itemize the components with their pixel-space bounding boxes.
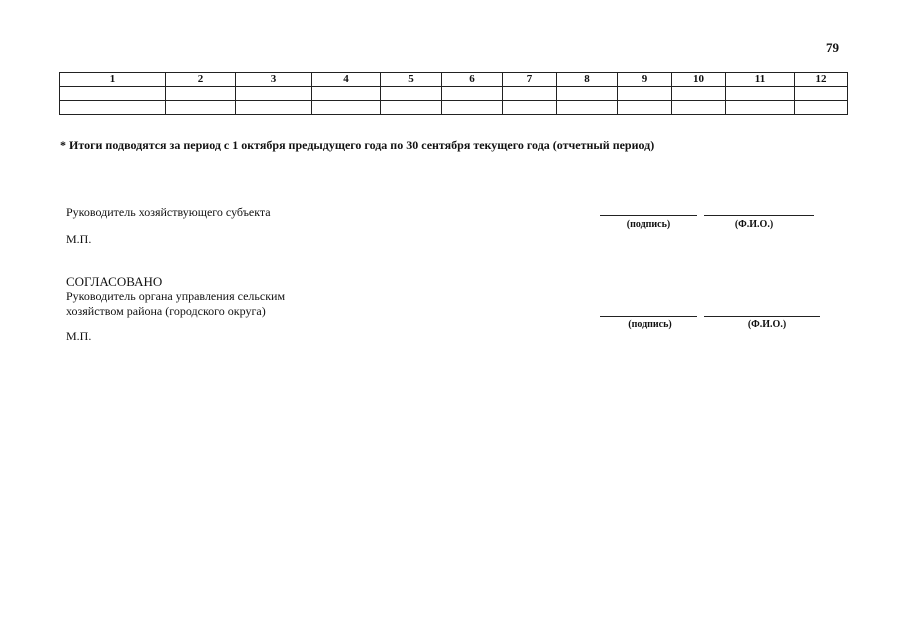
- table-cell: [381, 87, 442, 101]
- table-header-cell: 5: [381, 73, 442, 87]
- table-header-cell: 12: [795, 73, 848, 87]
- table-header-cell: 3: [236, 73, 312, 87]
- authority-label-line2: хозяйством района (городского округа): [66, 304, 266, 318]
- signature-line: [600, 215, 697, 216]
- table-header-cell: 9: [618, 73, 672, 87]
- table-header-cell: 7: [503, 73, 557, 87]
- table-header-cell: 4: [312, 73, 381, 87]
- name-line: [704, 316, 820, 317]
- table-cell: [503, 87, 557, 101]
- table-cell: [166, 87, 236, 101]
- table-header-cell: 11: [726, 73, 795, 87]
- table-cell: [795, 87, 848, 101]
- table-cell: [442, 101, 503, 115]
- name-caption: (Ф.И.О.): [734, 219, 774, 230]
- table-cell: [312, 101, 381, 115]
- table-cell: [557, 87, 618, 101]
- name-line: [704, 215, 814, 216]
- table-cell: [236, 101, 312, 115]
- table-row: [60, 87, 848, 101]
- head-label: Руководитель хозяйствующего субъекта: [66, 205, 271, 219]
- footnote: * Итоги подводятся за период с 1 октября предыдущего года по 30 сентября текущего года (отчетный период): [60, 138, 655, 152]
- signature-caption: (подпись): [626, 219, 671, 230]
- table-header-cell: 6: [442, 73, 503, 87]
- table-cell: [442, 87, 503, 101]
- table-cell: [618, 101, 672, 115]
- table-header-cell: 1: [60, 73, 166, 87]
- table-cell: [166, 101, 236, 115]
- signature-caption: (подпись): [628, 319, 672, 330]
- table-cell: [60, 101, 166, 115]
- approved-heading: СОГЛАСОВАНО: [66, 274, 163, 289]
- page-number: 79: [826, 40, 839, 55]
- table-cell: [503, 101, 557, 115]
- table-cell: [236, 87, 312, 101]
- data-table: [59, 72, 848, 115]
- table-cell: [672, 101, 726, 115]
- table-cell: [557, 101, 618, 115]
- table-header-cell: 8: [557, 73, 618, 87]
- table-row: [60, 101, 848, 115]
- table-cell: [312, 87, 381, 101]
- table-cell: [726, 87, 795, 101]
- table-cell: [726, 101, 795, 115]
- table-cell: [381, 101, 442, 115]
- authority-label-line1: Руководитель органа управления сельским: [66, 289, 286, 303]
- table-cell: [60, 87, 166, 101]
- table-header-cell: 10: [672, 73, 726, 87]
- table-cell: [672, 87, 726, 101]
- signature-line: [600, 316, 697, 317]
- seal-label: М.П.: [66, 232, 92, 246]
- table-cell: [618, 87, 672, 101]
- table-header-cell: 2: [166, 73, 236, 87]
- table-cell: [795, 101, 848, 115]
- seal-label: М.П.: [66, 329, 92, 343]
- name-caption: (Ф.И.О.): [747, 319, 787, 330]
- table-header-row: [60, 73, 848, 87]
